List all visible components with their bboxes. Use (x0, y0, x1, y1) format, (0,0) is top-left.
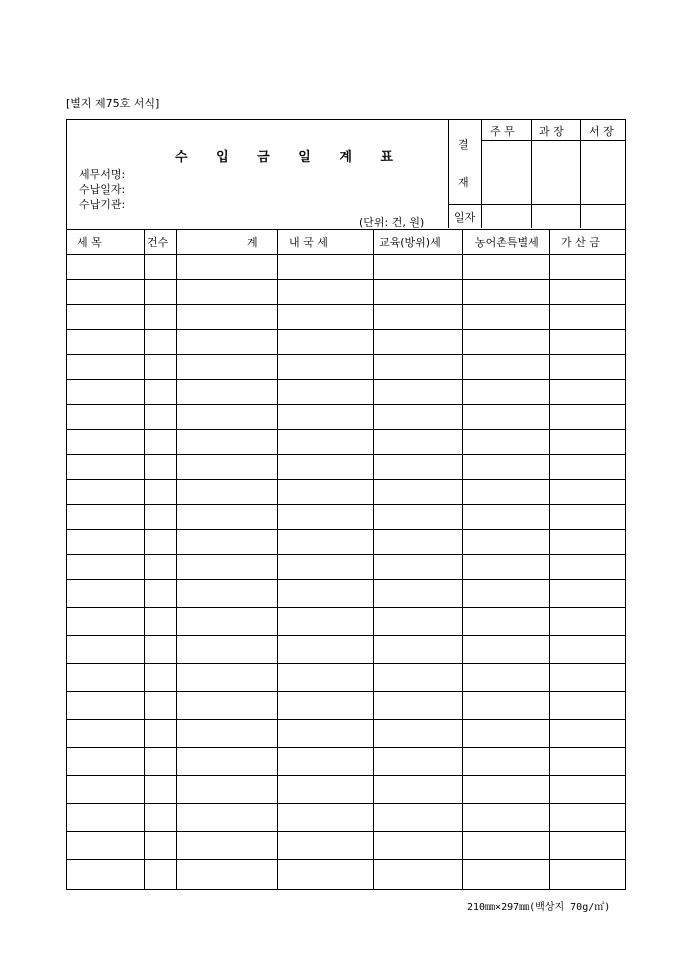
approval-divider (531, 120, 532, 228)
receiving-institution-label: 수납기관: (79, 198, 126, 211)
unit-note: (단위: 건, 원) (359, 216, 425, 229)
approval-divider (580, 120, 581, 228)
column-header-total: 계 (247, 236, 258, 249)
table-row-divider (67, 529, 625, 530)
table-row-divider (67, 404, 625, 405)
table-row-divider (67, 691, 625, 692)
form-header (67, 120, 625, 230)
approval-label-top: 결 (458, 138, 469, 151)
table-row-divider (67, 747, 625, 748)
table-row-divider (67, 329, 625, 330)
daily-receipt-form (66, 119, 626, 890)
column-header-domestic-tax: 내 국 세 (289, 236, 328, 249)
column-header-education-tax: 교육(방위)세 (379, 236, 441, 249)
approval-role-clerk: 주 무 (490, 125, 515, 138)
tax-office-label: 세무서명: (79, 168, 126, 181)
paper-size-note: 210㎜×297㎜(백상지 70g/㎡) (467, 902, 611, 913)
table-row-divider (67, 554, 625, 555)
table-row-divider (67, 859, 625, 860)
approval-divider (481, 120, 482, 228)
table-row-divider (67, 831, 625, 832)
approval-date-label: 일자 (454, 211, 476, 224)
approval-label-bottom: 재 (458, 176, 469, 189)
table-row-divider (67, 663, 625, 664)
table-row-divider (67, 354, 625, 355)
approval-role-section-chief: 과 장 (539, 125, 564, 138)
table-row-divider (67, 635, 625, 636)
column-header-item: 세 목 (77, 236, 102, 249)
table-row-divider (67, 579, 625, 580)
table-row-divider (67, 775, 625, 776)
approval-role-director: 서 장 (589, 125, 614, 138)
table-row-divider (67, 479, 625, 480)
table-row-divider (67, 429, 625, 430)
approval-rule (481, 140, 626, 141)
table-row-divider (67, 719, 625, 720)
form-title: 수 입 금 일 계 표 (175, 150, 405, 165)
column-header-count: 건수 (147, 236, 169, 249)
table-row-divider (67, 254, 625, 255)
table-row-divider (67, 504, 625, 505)
table-row-divider (67, 607, 625, 608)
table-row-divider (67, 304, 625, 305)
table-row-divider (67, 279, 625, 280)
receipt-date-label: 수납일자: (79, 183, 126, 196)
table-row-divider (67, 803, 625, 804)
form-label: [별지 제75호 서식] (66, 97, 160, 110)
table-row-divider (67, 454, 625, 455)
approval-box (448, 120, 626, 228)
column-header-penalty: 가 산 금 (561, 236, 600, 249)
table-row-divider (67, 379, 625, 380)
approval-rule (449, 204, 626, 205)
column-header-rural-special-tax: 농어촌특별세 (475, 236, 539, 249)
